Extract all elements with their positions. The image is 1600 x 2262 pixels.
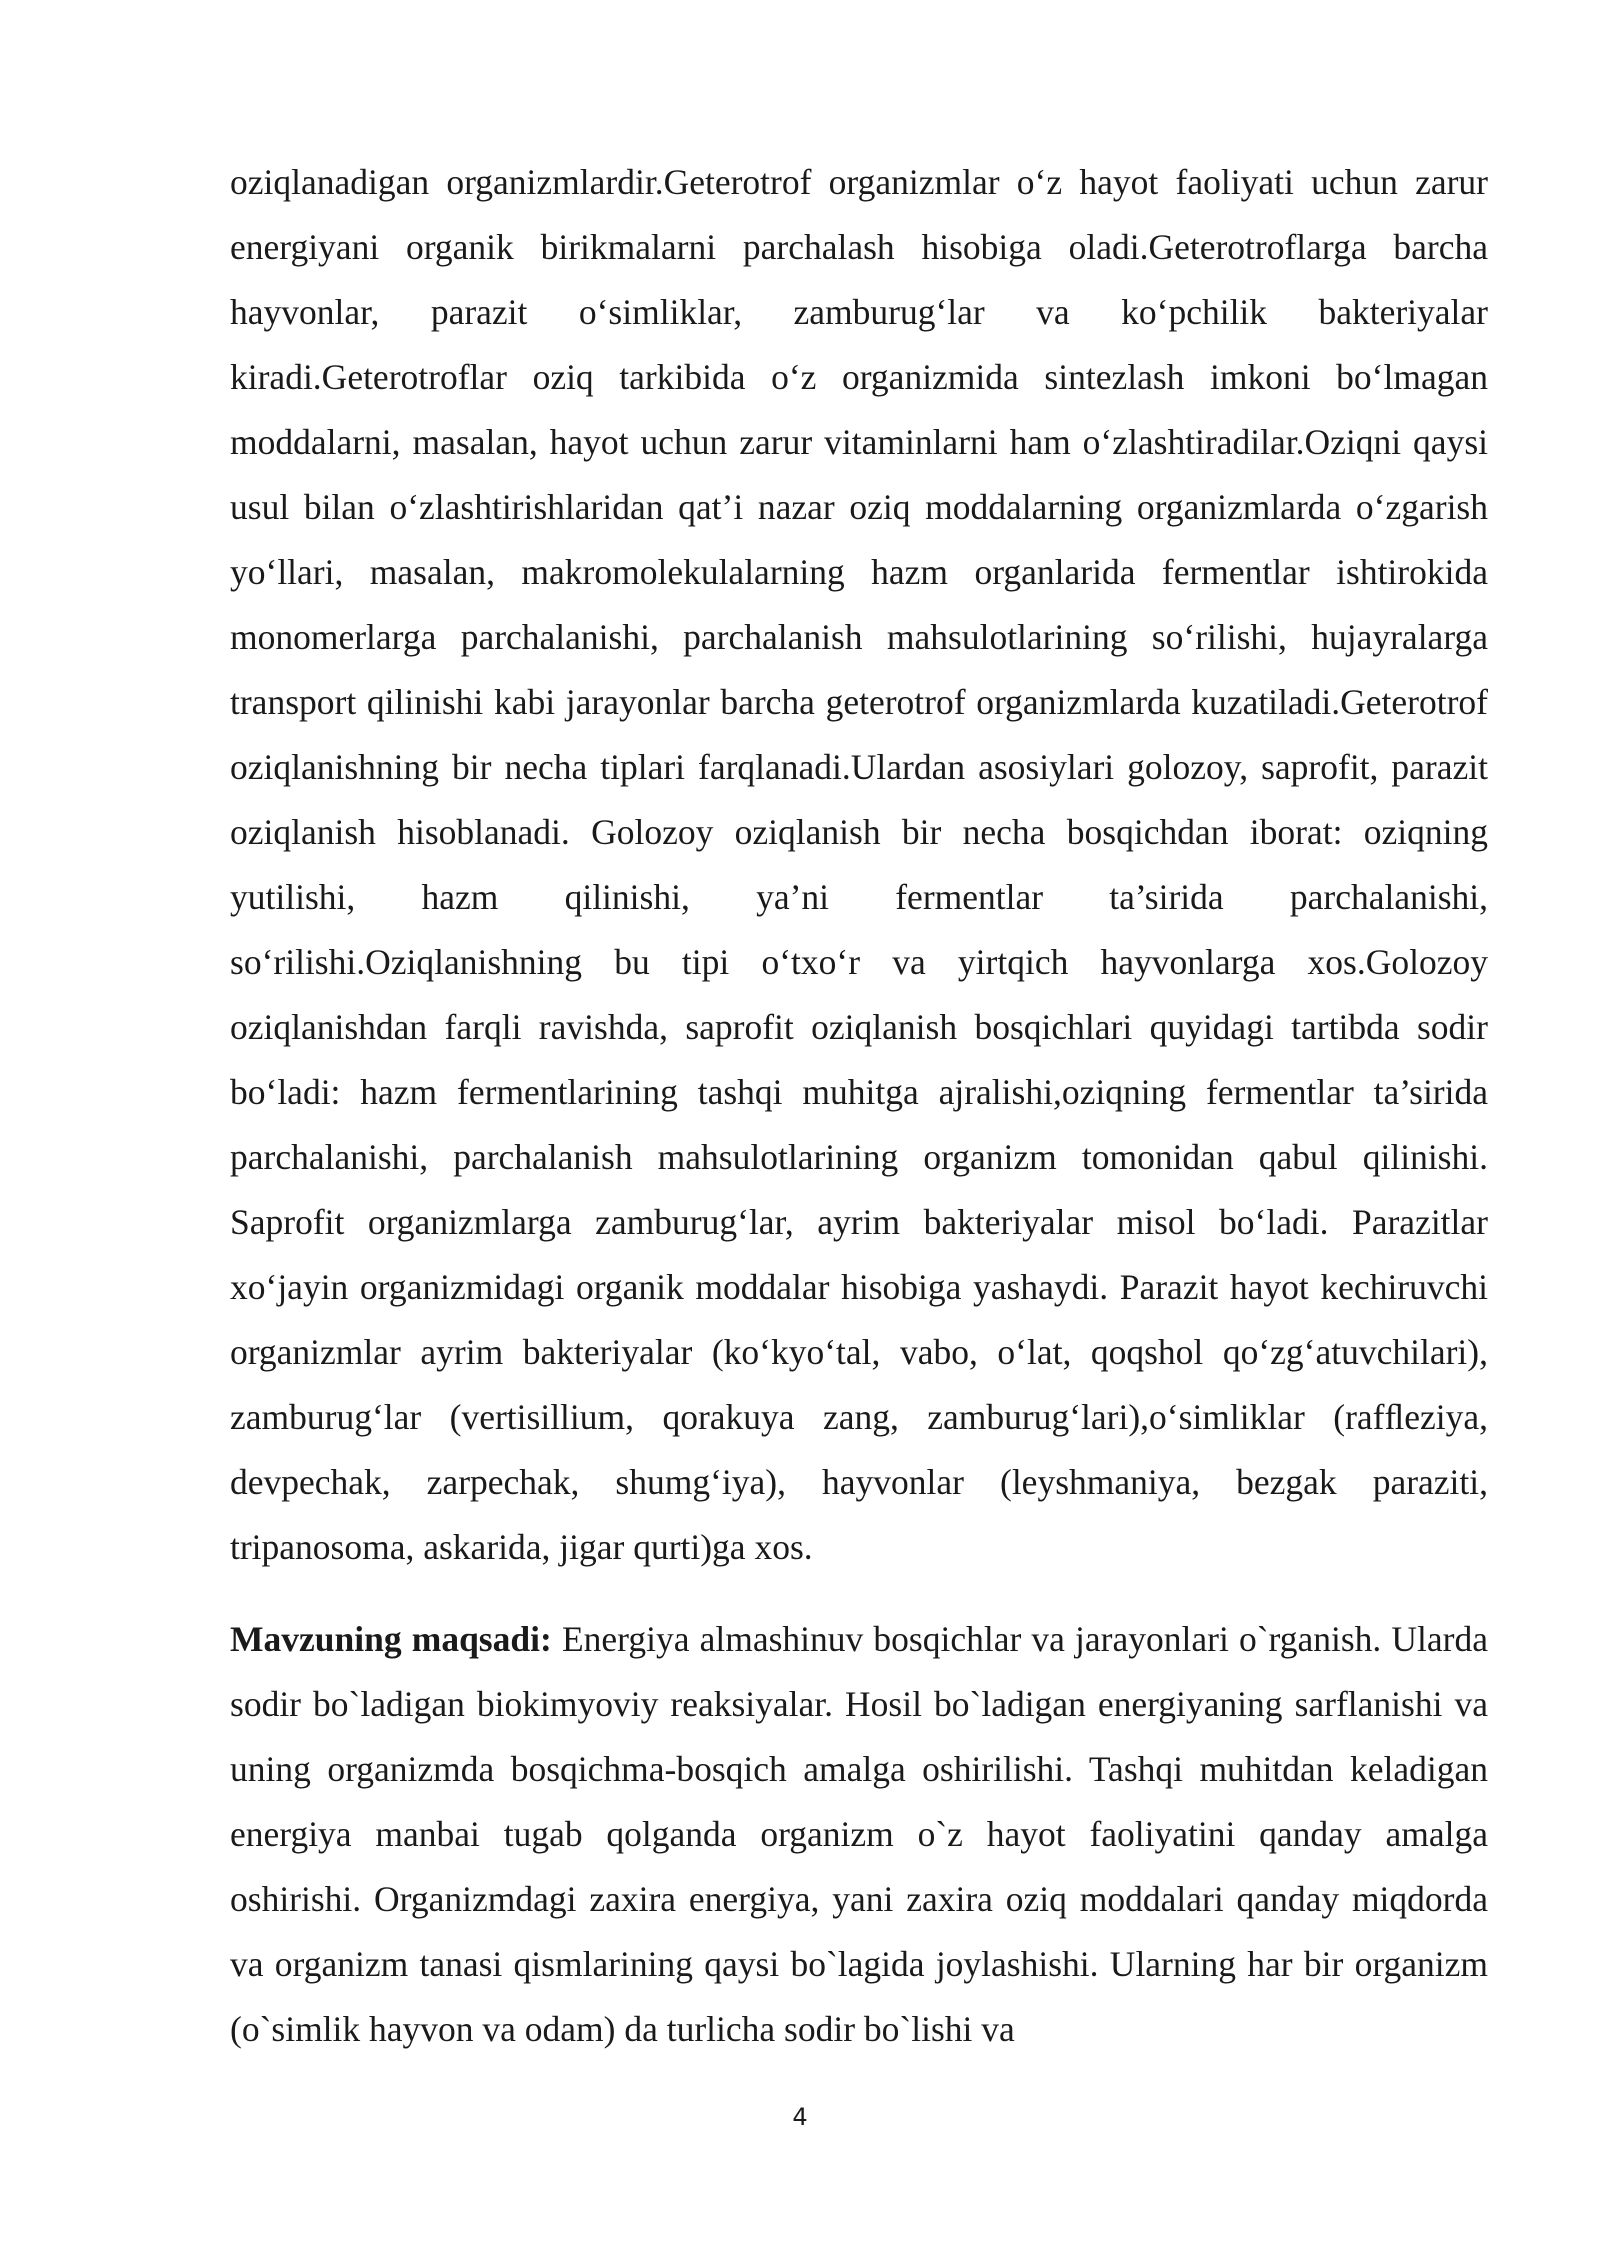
page-number: 4 [792, 2103, 808, 2131]
paragraph-topic-goal [230, 1607, 1488, 2062]
paragraph-topic-goal-body: Energiya almashinuv bosqichlar va jarayonlari o`rganish. Ularda sodir bo`ladigan biokimyoviy reaksiyalar. Hosil bo`ladigan energiyaning sarflanishi va uning organizmda bosqichma-bosqich amalga oshirilishi. Tashqi muhitdan keladigan energiya manbai tugab qolganda organizm o`z hayot faoliyatini qanday amalga oshirishi. Organizmdagi zaxira energiya, yani zaxira oziq moddalari qanday miqdorda va organizm tanasi qismlarining qaysi bo`lagida joylashishi. Ularning har bir organizm (o`simlik hayvon va odam) da turlicha sodir bo`lishi va [230, 1619, 1488, 2049]
body-text [230, 150, 1488, 2062]
paragraph-lead-heading: Mavzuning maqsadi: [230, 1619, 552, 1659]
paragraph-heterotroph-nutrition: oziqlanadigan organizmlardir.Geterotrof organizmlar o‘z hayot faoliyati uchun zarur energiyani organik birikmalarni parchalash hisobiga oladi.Geterotroflarga barcha hayvonlar, parazit o‘simliklar, zamburug‘lar va ko‘pchilik bakteriyalar kiradi.Geterotroflar oziq tarkibida o‘z organizmida sintezlash imkoni bo‘lmagan moddalarni, masalan, hayot uchun zarur vitaminlarni ham o‘zlashtiradilar.Oziqni qaysi usul bilan o‘zlashtirishlaridan qat’i nazar oziq moddalarning organizmlarda o‘zgarish yo‘llari, masalan, makromolekulalarning hazm organlarida fermentlar ishtirokida monomerlarga parchalanishi, parchalanish mahsulotlarining so‘rilishi, hujayralarga transport qilinishi kabi jarayonlar barcha geterotrof organizmlarda kuzatiladi.Geterotrof oziqlanishning bir necha tiplari farqlanadi.Ulardan asosiylari golozoy, saprofit, parazit oziqlanish hisoblanadi. Golozoy oziqlanish bir necha bosqichdan iborat: oziqning yutilishi, hazm qilinishi, ya’ni fermentlar ta’sirida parchalanishi, so‘rilishi.Oziqlanishning bu tipi o‘txo‘r va yirtqich hayvonlarga xos.Golozoy oziqlanishdan farqli ravishda, saprofit oziqlanish bosqichlari quyidagi tartibda sodir bo‘ladi: hazm fermentlarining tashqi muhitga ajralishi,oziqning fermentlar ta’sirida parchalanishi, parchalanish mahsulotlarining organizm tomonidan qabul qilinishi. Saprofit organizmlarga zamburug‘lar, ayrim bakteriyalar misol bo‘ladi. Parazitlar xo‘jayin organizmidagi organik moddalar hisobiga yashaydi. Parazit hayot kechiruvchi organizmlar ayrim bakteriyalar (ko‘kyo‘tal, vabo, o‘lat, qoqshol qo‘zg‘atuvchilari), zamburug‘lar (vertisillium, qorakuya zang, zamburug‘lari),o‘simliklar (rafﬂeziya, devpechak, zarpechak, shumg‘iya), hayvonlar (leyshmaniya, bezgak paraziti, tripanosoma, askarida, jigar qurti)ga xos. [230, 162, 1488, 1567]
